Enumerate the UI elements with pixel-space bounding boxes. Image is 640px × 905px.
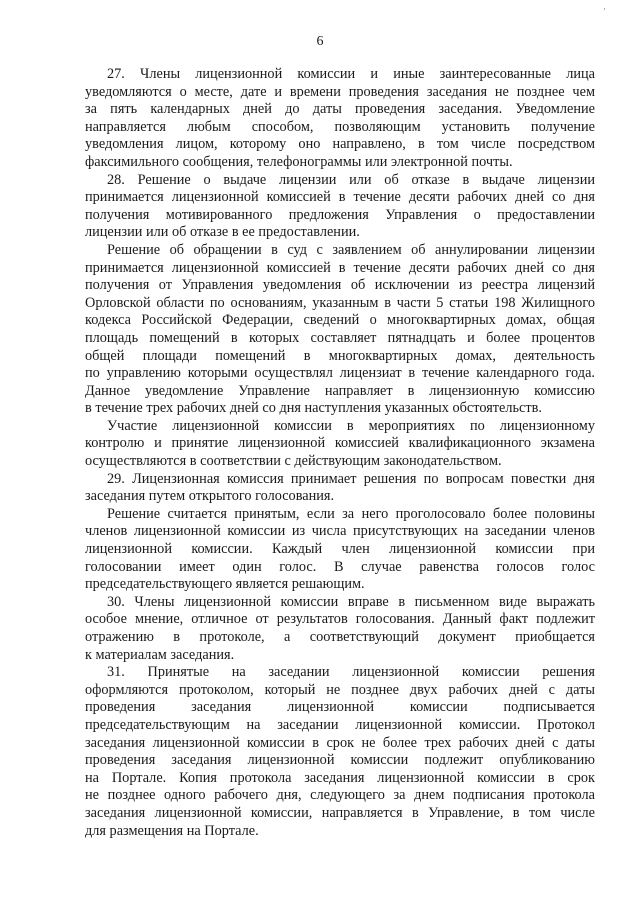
text-line: председательствующим на заседании лицензионной комиссии. Протокол — [85, 716, 595, 733]
text-line: заседания лицензионной комиссии, направляется в Управление, в том числе — [85, 804, 595, 821]
corner-mark: · — [603, 4, 606, 14]
text-line: отражению в протоколе, а соответствующий документ приобщается — [85, 629, 595, 645]
paragraph-31 — [85, 664, 595, 840]
text-line: в течение трех рабочих дней со дня наступления указанных обстоятельств. — [85, 400, 542, 417]
text-line: по управлению которыми осуществлял лицензиат в течение календарного года. — [85, 365, 595, 382]
page-number: 6 — [316, 34, 324, 49]
text-line: общей площади помещений в многоквартирных домах, деятельность — [85, 347, 595, 364]
text-line: площадь помещений в которых составляет пятнадцать и более процентов — [85, 329, 595, 346]
text-line: для размещения на Портале. — [85, 822, 259, 839]
text-line: 31. Принятые на заседании лицензионной комиссии решения — [107, 664, 595, 681]
text-line: на Портале. Копия протокола заседания лицензионной комиссии в срок — [85, 769, 595, 786]
text-line: кодекса Российской Федерации, сведений о многоквартирных домах, общая — [85, 312, 595, 329]
text-line: не позднее одного рабочего дня, следующего за днем подписания протокола — [85, 787, 595, 804]
text-line: особое мнение, отличное от результатов голосования. Данный факт подлежит — [85, 611, 595, 628]
text-line: членов лицензионной комиссии из числа присутствующих на заседании членов — [85, 523, 595, 540]
text-line: Данное уведомление Управление направляет в лицензионную комиссию — [85, 382, 595, 399]
text-line: Решение об обращении в суд с заявлением об аннулировании лицензии — [107, 241, 595, 258]
paragraph-28 — [85, 172, 595, 242]
text-line: направляется любым способом, позволяющим установить получение — [85, 118, 595, 135]
text-line: получения от Управления уведомления об исключении из реестра лицензий — [85, 277, 595, 294]
text-line: уведомляются о месте, дате и времени проведения заседания не позднее чем — [85, 83, 595, 100]
text-line: Орловской области по основаниям, указанным в части 5 статьи 198 Жилищного — [85, 294, 595, 311]
text-line: голосовании имеет один голос. В случае равенства голосов голос — [85, 558, 595, 575]
text-line: 28. Решение о выдаче лицензии или об отказе в выдаче лицензии — [107, 171, 595, 188]
text-line: факсимильного сообщения, телефонограммы или электронной почты. — [85, 153, 513, 170]
text-line: проведения заседания лицензионной комиссии подлежит опубликованию — [85, 752, 595, 769]
text-line: лицензионной комиссии. Каждый член лицензионной комиссии при — [85, 541, 595, 558]
document-body — [85, 66, 595, 840]
text-line: принимается лицензионной комиссией в течение десяти рабочих дней со дня — [85, 259, 595, 276]
text-line: заседания лицензионной комиссии в срок не более трех рабочих дней с даты — [85, 734, 595, 751]
text-line: за пять календарных дней до даты проведения заседания. Уведомление — [85, 101, 595, 118]
text-line: получения мотивированного предложения Управления о предоставлении — [85, 206, 595, 223]
text-line: оформляются протоколом, который не позднее двух рабочих дней с даты — [85, 681, 595, 698]
text-line: осуществляются в соответствии с действующим законодательством. — [85, 453, 502, 470]
text-line: заседания путем открытого голосования. — [85, 488, 335, 505]
text-line: 27. Члены лицензионной комиссии и иные заинтересованные лица — [107, 66, 595, 82]
text-line: председательствующего является решающим. — [85, 576, 365, 593]
paragraph-27 — [85, 66, 595, 172]
paragraph-30 — [85, 594, 595, 664]
text-line: принимается лицензионной комиссией в течение десяти рабочих дней со дня — [85, 189, 595, 206]
paragraph-control-participation — [85, 418, 595, 471]
text-line: проведения заседания лицензионной комиссии подписывается — [85, 699, 595, 716]
text-line: Решение считается принятым, если за него проголосовало более половины — [107, 505, 595, 522]
text-line: уведомления лицом, которому оно направлено, в том числе посредством — [85, 136, 595, 153]
text-line: Участие лицензионной комиссии в мероприятиях по лицензионному — [107, 417, 595, 434]
paragraph-29 — [85, 471, 595, 506]
text-line: контролю и принятие лицензионной комиссией квалификационного экзамена — [85, 435, 595, 452]
text-line: лицензии или об отказе в ее предоставлении. — [85, 224, 360, 241]
paragraph-decision-adopted — [85, 506, 595, 594]
text-line: 29. Лицензионная комиссия принимает решения по вопросам повестки дня — [107, 470, 595, 487]
paragraph-court-appeal — [85, 242, 595, 418]
text-line: 30. Члены лицензионной комиссии вправе в письменном виде выражать — [107, 593, 595, 610]
text-line: к материалам заседания. — [85, 646, 235, 663]
